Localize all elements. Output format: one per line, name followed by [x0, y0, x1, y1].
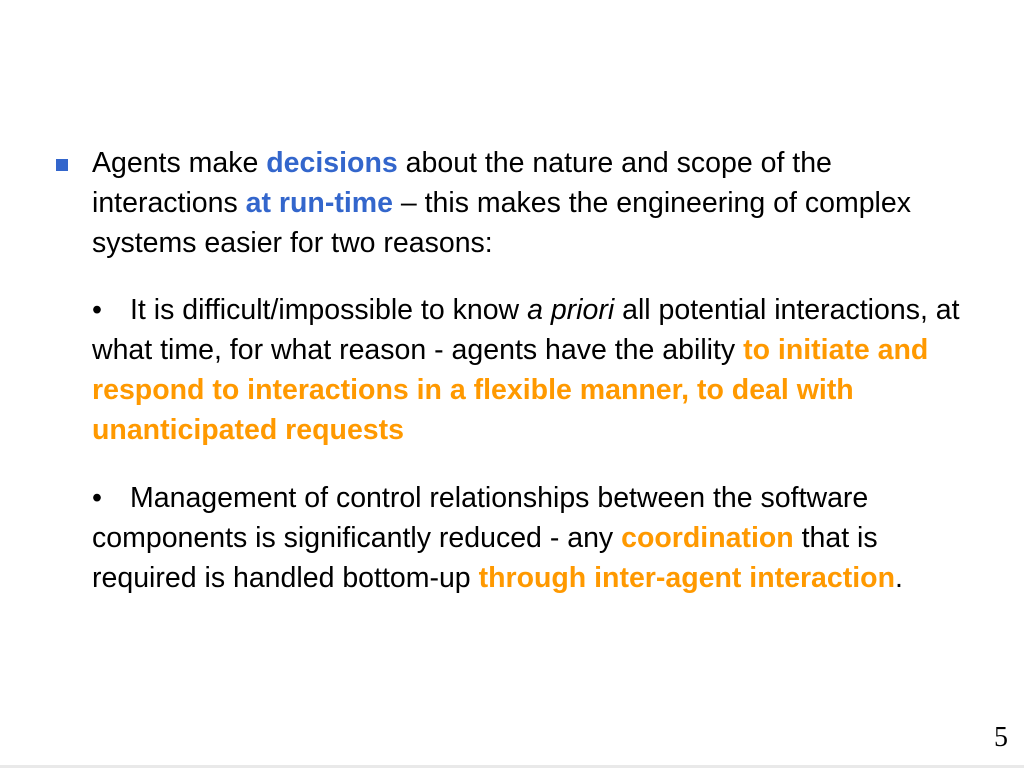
sub-bullet-1-text-part: It is difficult/impossible to know [130, 294, 528, 326]
sub-bullet-2-marker: • [92, 482, 102, 514]
sub-bullet-2-text [92, 478, 972, 598]
main-bullet-text [92, 143, 972, 263]
highlight-decisions: decisions [266, 147, 398, 179]
sub-bullet-2-text-part: Management of control relationships between the software components is significantly reduced - any [92, 482, 869, 554]
main-bullet-text-part: Agents make [92, 147, 267, 179]
highlight-coordination: coordination [621, 522, 794, 554]
highlight-inter-agent-interaction: through inter-agent interaction [478, 562, 895, 594]
page-number: 5 [994, 722, 1008, 753]
square-bullet-icon [56, 159, 68, 171]
sub-bullet-1-text-part: all potential interactions, at what time, for what reason - agents have the ability [92, 294, 960, 366]
highlight-initiate-respond: to initiate and respond to interactions in a flexible manner, to deal with unanticipated requests [92, 334, 929, 446]
main-bullet-text-part: about the nature and scope of the interactions [92, 147, 832, 219]
sub-bullet-1-marker: • [92, 294, 102, 326]
main-bullet-text-part: – this makes the engineering of complex systems easier for two reasons: [92, 187, 911, 259]
sub-bullet-2-text-part: that is required is handled bottom-up [92, 522, 878, 594]
highlight-run-time: at run-time [245, 187, 393, 219]
sub-bullet-2-text-part: . [895, 562, 903, 594]
sub-bullet-1-text [92, 290, 972, 450]
a-priori-italic: a priori [527, 294, 615, 326]
